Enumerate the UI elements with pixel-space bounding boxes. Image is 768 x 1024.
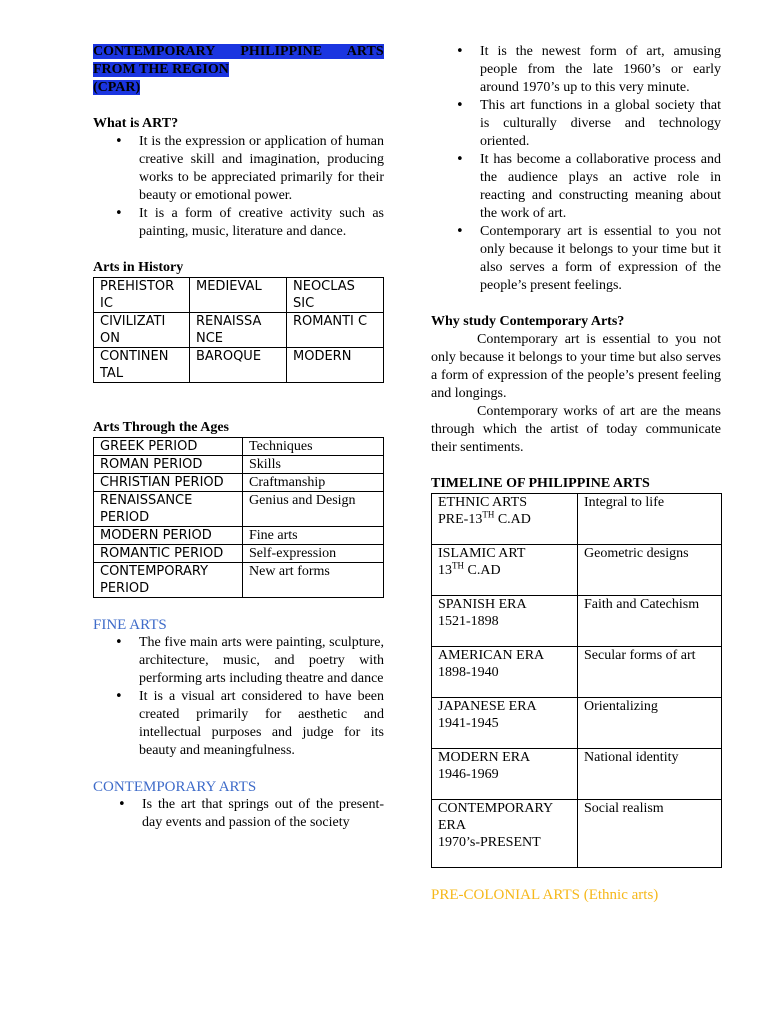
table-row [432,494,722,545]
timeline-period-suffix: C.AD [494,512,531,527]
timeline-heading: TIMELINE OF PHILIPPINE ARTS [431,476,650,491]
timeline-era-cell [432,800,578,868]
list-item: • This art functions in a global society that is culturally diverse and technology oriented. [480,97,721,151]
table-cell: Craftmanship [243,474,384,492]
timeline-desc: Social realism [578,800,722,868]
timeline-period: PRE-13 [438,512,483,527]
list-item: • It is a form of creative activity such as painting, music, literature and dance. [139,205,384,241]
table-row [432,749,722,800]
table-row [94,492,384,527]
table-row [94,527,384,545]
table-cell: GREEK PERIOD [94,438,243,456]
table-row [432,596,722,647]
title-line-3: (CPAR) [93,80,141,95]
timeline-period: 1946-1969 [438,767,499,782]
contemporary-arts-list-part2 [431,43,721,295]
timeline-era: JAPANESE ERA [438,699,537,714]
timeline-desc: Geometric designs [578,545,722,596]
arts-in-history-heading: Arts in History [93,260,184,275]
timeline-era: SPANISH ERA [438,597,527,612]
table-cell: New art forms [243,563,384,598]
timeline-era: AMERICAN ERA [438,648,545,663]
table-row [94,278,384,313]
timeline-period: 1898-1940 [438,665,499,680]
table-cell: ROMANTIC PERIOD [94,545,243,563]
table-cell: CONTINEN TAL [94,348,190,383]
left-column [93,43,384,832]
timeline-period-sup: TH [482,509,495,520]
document-title [93,43,384,97]
timeline-table [431,493,722,868]
table-cell: Self-expression [243,545,384,563]
timeline-era: ISLAMIC ART [438,546,526,561]
contemporary-arts-list-part1 [93,796,384,832]
timeline-era: ETHNIC ARTS [438,495,527,510]
timeline-era-cell [432,749,578,800]
fine-arts-list [93,634,384,760]
timeline-era-cell [432,596,578,647]
timeline-period: 13 [438,563,452,578]
timeline-desc: Orientalizing [578,698,722,749]
list-item: • Contemporary art is essential to you not only because it belongs to your time but it also serves a form of expression of the people’s present feelings. [480,223,721,295]
timeline-desc: National identity [578,749,722,800]
table-cell: PREHISTOR IC [94,278,190,313]
table-row [94,563,384,598]
table-row [94,313,384,348]
contemporary-arts-heading: CONTEMPORARY ARTS [93,779,257,795]
table-cell: CHRISTIAN PERIOD [94,474,243,492]
table-cell: MODERN [287,348,384,383]
list-item: • It is a visual art considered to have been created primarily for aesthetic and intellectual purposes and judge for its beauty and meaningfulness. [139,688,384,760]
list-item: • It is the expression or application of human creative skill and imagination, producing works to be appreciated primarily for their beauty or emotional power. [139,133,384,205]
timeline-desc: Secular forms of art [578,647,722,698]
list-item: • It is the newest form of art, amusing people from the late 1960’s or early around 1970’s up to this very minute. [480,43,721,97]
table-row [432,545,722,596]
list-item: • It has become a collaborative process and the audience plays an active role in reacting and constructing meaning about the work of art. [480,151,721,223]
table-cell: ROMANTI C [287,313,384,348]
timeline-era-cell [432,545,578,596]
table-row [432,647,722,698]
table-row [94,348,384,383]
why-study-paragraph: Contemporary art is essential to you not only because it belongs to your time but also serves a form of expression of the people’s present feeling and longings. [431,332,721,401]
arts-through-ages-heading: Arts Through the Ages [93,420,230,435]
timeline-era-cell [432,494,578,545]
what-is-art-list [93,133,384,241]
table-row [94,545,384,563]
timeline-desc: Faith and Catechism [578,596,722,647]
table-row [94,456,384,474]
table-row [432,800,722,868]
table-cell: Fine arts [243,527,384,545]
why-study-heading: Why study Contemporary Arts? [431,314,625,329]
list-item: • Is the art that springs out of the present-day events and passion of the society [142,796,384,832]
table-cell: Techniques [243,438,384,456]
table-cell: ROMAN PERIOD [94,456,243,474]
list-item: • The five main arts were painting, sculpture, architecture, music, and poetry with performing arts including theatre and dance [139,634,384,688]
table-cell: RENAISSANCE PERIOD [94,492,243,527]
title-line-1: CONTEMPORARY PHILIPPINE ARTS [93,44,384,59]
timeline-era-cell [432,698,578,749]
timeline-desc: Integral to life [578,494,722,545]
timeline-period-sup: TH [452,560,464,571]
table-cell: RENAISSA NCE [190,313,287,348]
title-line-2: FROM THE REGION [93,62,229,77]
table-cell: Genius and Design [243,492,384,527]
timeline-period: 1521-1898 [438,614,499,629]
table-cell: MODERN PERIOD [94,527,243,545]
table-cell: CONTEMPORARY PERIOD [94,563,243,598]
timeline-era-cell [432,647,578,698]
arts-in-history-table [93,277,384,383]
table-cell: CIVILIZATI ON [94,313,190,348]
timeline-period: 1970’s-PRESENT [438,835,541,850]
arts-through-ages-table [93,437,384,598]
timeline-period: 1941-1945 [438,716,499,731]
timeline-period-suffix: C.AD [464,563,501,578]
right-column [431,43,721,904]
fine-arts-heading: FINE ARTS [93,617,167,633]
table-row [432,698,722,749]
why-study-paragraph: Contemporary works of art are the means through which the artist of today communicate their sentiments. [431,404,721,455]
table-cell: MEDIEVAL [190,278,287,313]
table-cell: BAROQUE [190,348,287,383]
table-row [94,474,384,492]
pre-colonial-heading: PRE-COLONIAL ARTS (Ethnic arts) [431,887,659,903]
timeline-era: MODERN ERA [438,750,531,765]
table-row [94,438,384,456]
table-cell: NEOCLAS SIC [287,278,384,313]
table-cell: Skills [243,456,384,474]
timeline-era: CONTEMPORARY ERA [438,801,553,833]
what-is-art-heading: What is ART? [93,116,179,131]
